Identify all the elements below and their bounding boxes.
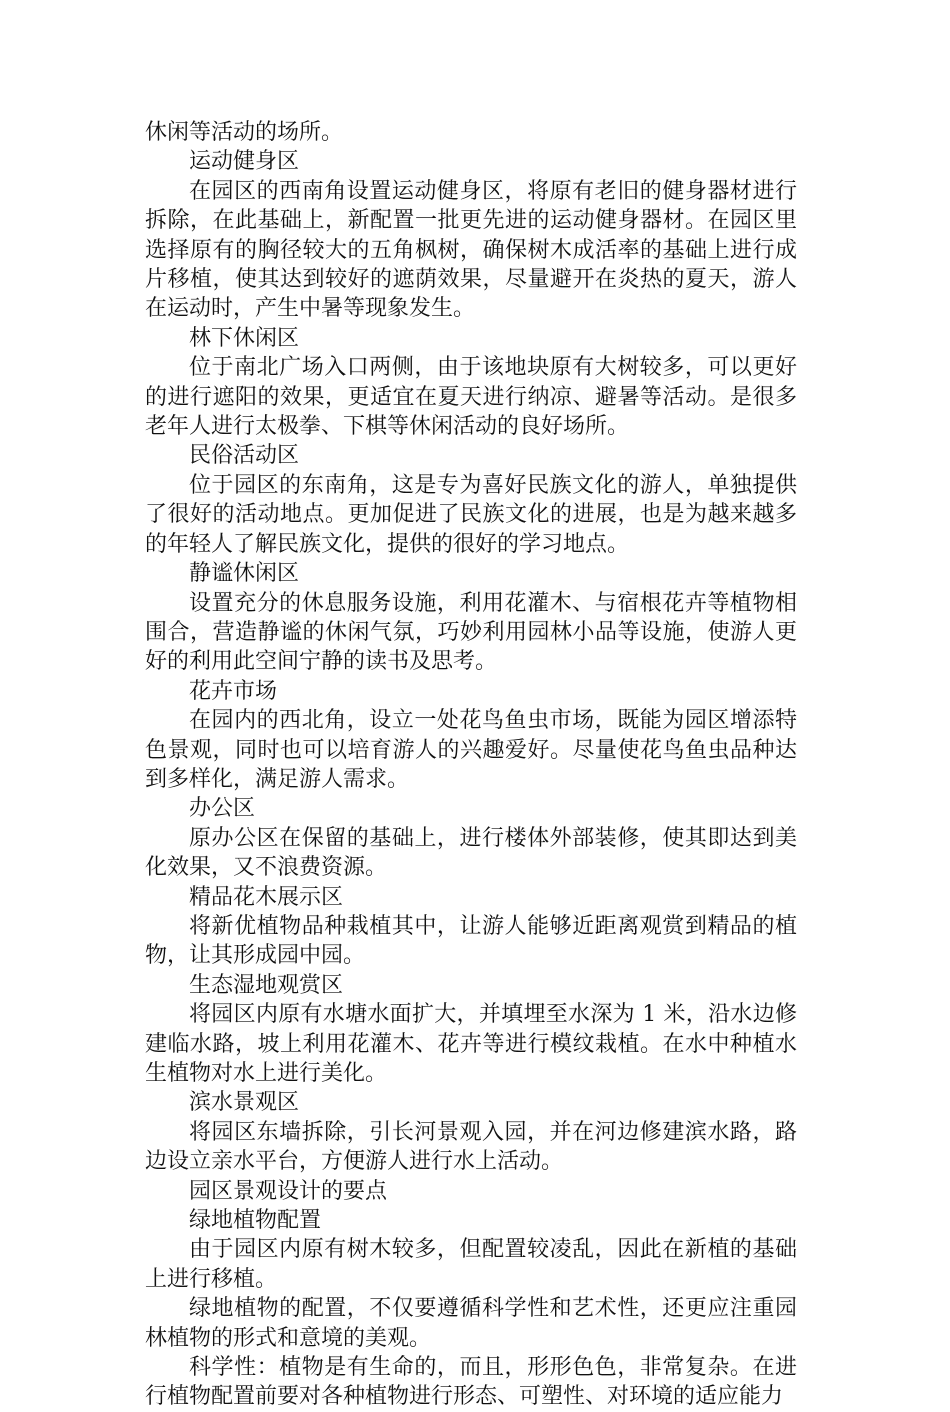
heading-flower-market: 花卉市场 bbox=[189, 678, 278, 704]
paragraph-fine-plants-display: 将新优植物品种栽植其中，让游人能够近距离观赏到精品的植物，让其形成园中园。 bbox=[145, 913, 797, 969]
heading-waterfront-area: 滨水景观区 bbox=[189, 1090, 300, 1116]
paragraph-green-planting-2: 绿地植物的配置，不仅要遵循科学性和艺术性，还更应注重园林植物的形式和意境的美观。 bbox=[145, 1296, 797, 1351]
paragraph-forest-leisure-area: 位于南北广场入口两侧，由于该地块原有大树较多，可以更好的进行遮阳的效果，更适宜在夏天进行纳凉、避暑等活动。是很多老年人进行太极拳、下棋等休闲活动的良好场所。 bbox=[145, 355, 797, 440]
heading-sports-fitness-area: 运动健身区 bbox=[189, 149, 300, 175]
heading-office-area: 办公区 bbox=[189, 796, 256, 822]
heading-quiet-leisure-area: 静谧休闲区 bbox=[189, 561, 300, 587]
heading-wetland-viewing-area: 生态湿地观赏区 bbox=[189, 972, 344, 998]
heading-forest-leisure-area: 林下休闲区 bbox=[189, 325, 300, 351]
heading-fine-plants-display: 精品花木展示区 bbox=[189, 884, 344, 910]
paragraph-scientific: 科学性：植物是有生命的，而且，形形色色，非常复杂。在进行植物配置前要对各种植物进行形态、可塑性、对环境的适应能力 bbox=[145, 1355, 797, 1410]
paragraph-sports-fitness-area: 在园区的西南角设置运动健身区，将原有老旧的健身器材进行拆除，在此基础上，新配置一批更先进的运动健身器材。在园区里选择原有的胸径较大的五角枫树，确保树木成活率的基础上进行成片移植，使其达到较好的遮荫效果，尽量避开在炎热的夏天，游人在运动时，产生中暑等现象发生。 bbox=[145, 178, 797, 322]
paragraph-waterfront-area: 将园区东墙拆除，引长河景观入园，并在河边修建滨水路，路边设立亲水平台，方便游人进行水上活动。 bbox=[145, 1119, 797, 1175]
document-body bbox=[145, 118, 797, 1412]
heading-green-planting: 绿地植物配置 bbox=[189, 1208, 322, 1234]
paragraph-continuation: 休闲等活动的场所。 bbox=[145, 120, 344, 145]
paragraph-quiet-leisure-area: 设置充分的休息服务设施，利用花灌木、与宿根花卉等植物相围合，营造静谧的休闲气氛，巧妙利用园林小品等设施，使游人更好的利用此空间宁静的读书及思考。 bbox=[145, 590, 797, 675]
paragraph-wetland-viewing-area: 将园区内原有水塘水面扩大，并填埋至水深为 1 米，沿水边修建临水路，坡上利用花灌木、花卉等进行模纹栽植。在水中种植水生植物对水上进行美化。 bbox=[145, 1002, 797, 1086]
heading-design-key-points: 园区景观设计的要点 bbox=[189, 1178, 388, 1204]
paragraph-flower-market: 在园内的西北角，设立一处花鸟鱼虫市场，既能为园区增添特色景观，同时也可以培育游人的兴趣爱好。尽量使花鸟鱼虫品种达到多样化，满足游人需求。 bbox=[145, 708, 797, 792]
paragraph-folk-activity-area: 位于园区的东南角，这是专为喜好民族文化的游人，单独提供了很好的活动地点。更加促进了民族文化的进展，也是为越来越多的年轻人了解民族文化，提供的很好的学习地点。 bbox=[145, 472, 797, 557]
paragraph-office-area: 原办公区在保留的基础上，进行楼体外部装修，使其即达到美化效果，又不浪费资源。 bbox=[145, 825, 797, 881]
heading-folk-activity-area: 民俗活动区 bbox=[189, 443, 300, 469]
paragraph-green-planting-1: 由于园区内原有树木较多，但配置较凌乱，因此在新植的基础上进行移植。 bbox=[145, 1237, 797, 1292]
